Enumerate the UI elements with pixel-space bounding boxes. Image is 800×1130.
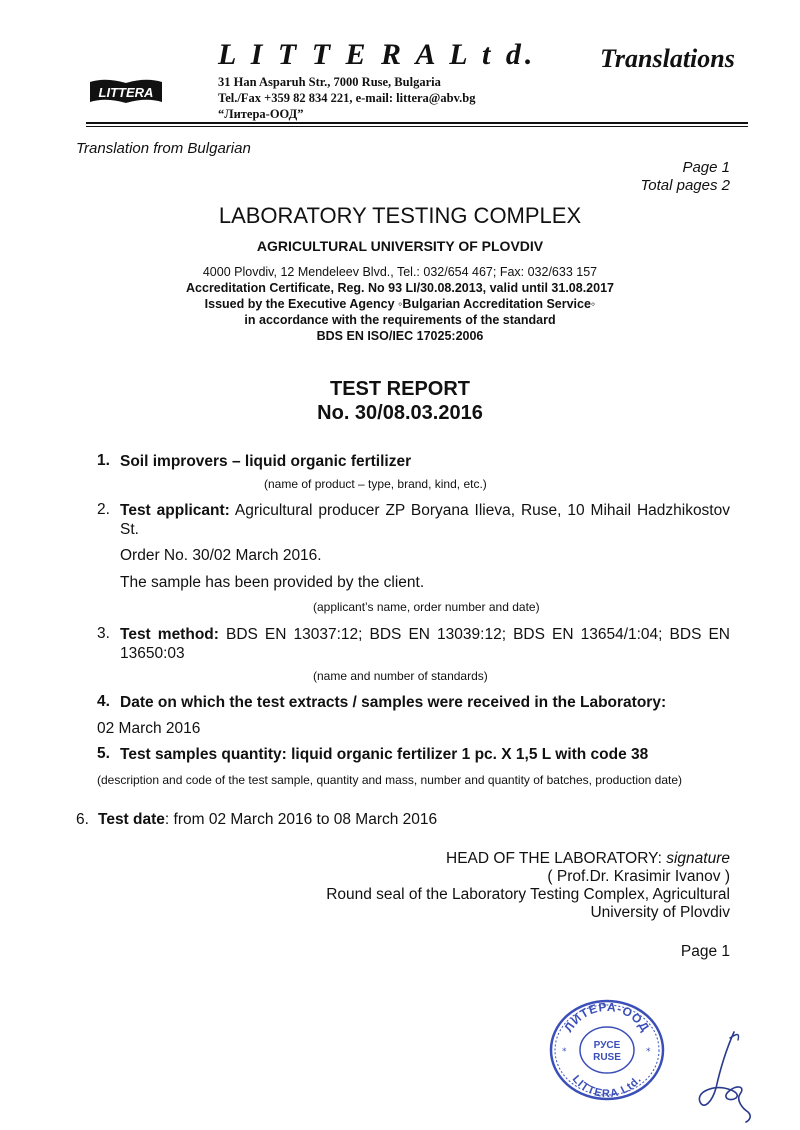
book-logo-icon xyxy=(86,78,166,104)
signature-note: signature xyxy=(666,850,730,867)
stamp-center-top: РУСЕ xyxy=(593,1040,621,1051)
item-1-caption: (name of product – type, brand, kind, etc.) xyxy=(264,477,487,491)
item-1-number: 1. xyxy=(97,452,110,469)
signatory-name: ( Prof.Dr. Krasimir Ivanov ) xyxy=(547,868,730,885)
item-4-number: 4. xyxy=(97,693,110,710)
lab-accreditation: Accreditation Certificate, Reg. No 93 LI/30.08.2013, valid until 31.08.2017 xyxy=(186,281,614,295)
item-2-text xyxy=(120,501,730,539)
lab-standard: BDS EN ISO/IEC 17025:2006 xyxy=(316,329,484,343)
header-rule xyxy=(86,122,748,124)
stamp-bottom-text: LITTERA Ltd. xyxy=(569,1073,645,1101)
company-name-bg: “Литера-ООД” xyxy=(218,107,304,121)
item-2-caption: (applicant’s name, order number and date) xyxy=(313,600,540,614)
report-number: No. 30/08.03.2016 xyxy=(317,402,483,424)
stamp-center-bottom: RUSE xyxy=(593,1052,621,1063)
item-2-label: Test applicant: xyxy=(120,502,230,519)
item-3-label: Test method: xyxy=(120,626,219,643)
svg-text:LITTERA Ltd. xyxy=(570,1073,645,1100)
item-2-number: 2. xyxy=(97,501,110,518)
item-6-value: : from 02 March 2016 to 08 March 2016 xyxy=(164,811,438,828)
logo-text: LITTERA xyxy=(98,85,154,100)
lab-title: LABORATORY TESTING COMPLEX xyxy=(218,203,582,228)
item-4-text: Date on which the test extracts / samples were received in the Laboratory: xyxy=(120,694,667,711)
company-contact: Tel./Fax +359 82 834 221, e-mail: littera@abv.bg xyxy=(218,91,476,105)
company-address: 31 Han Asparuh Str., 7000 Ruse, Bulgaria xyxy=(218,75,441,89)
item-2-sample: The sample has been provided by the client. xyxy=(120,574,425,591)
lab-issued-by: Issued by the Executive Agency ◦Bulgarian Accreditation Service◦ xyxy=(204,297,596,311)
lab-university: AGRICULTURAL UNIVERSITY OF PLOVDIV xyxy=(256,238,544,254)
item-2-value: Agricultural producer ZP Boryana Ilieva, Ruse, 10 Mihail Hadzhikostov St. xyxy=(120,502,730,538)
item-4-value: 02 March 2016 xyxy=(97,720,201,737)
translation-note: Translation from Bulgarian xyxy=(76,140,251,157)
littera-logo xyxy=(86,78,166,104)
item-5-caption: (description and code of the test sample, quantity and mass, number and quantity of batches, production date) xyxy=(97,773,683,787)
head-label: HEAD OF THE LABORATORY: xyxy=(446,850,667,867)
stamp-top-text: ЛИТЕРА-ООД xyxy=(561,999,653,1035)
seal-note-line2: University of Plovdiv xyxy=(590,904,730,921)
total-pages: Total pages 2 xyxy=(640,177,730,194)
round-stamp-icon xyxy=(548,998,666,1102)
lab-address: 4000 Plovdiv, 12 Mendeleev Blvd., Tel.: 032/654 467; Fax: 032/633 157 xyxy=(202,265,598,279)
item-5-text: Test samples quantity: liquid organic fertilizer 1 pc. X 1,5 L with code 38 xyxy=(120,746,649,763)
footer-page-number: Page 1 xyxy=(680,943,730,960)
svg-text:*: * xyxy=(562,1047,567,1057)
lab-accordance: in accordance with the requirements of the standard xyxy=(244,313,556,327)
item-6-text xyxy=(98,811,437,829)
item-3-value: BDS EN 13037:12; BDS EN 13039:12; BDS EN 13654/1:04; BDS EN 13650:03 xyxy=(120,626,731,662)
header-rule-thin xyxy=(86,126,748,127)
item-6-number: 6. xyxy=(76,811,89,828)
service-label: Translations xyxy=(600,44,735,73)
signature-head xyxy=(446,850,730,868)
item-3-text xyxy=(120,625,730,663)
svg-text:*: * xyxy=(646,1047,651,1057)
company-name: L I T T E R A L t d. xyxy=(218,38,537,71)
item-6-label: Test date xyxy=(98,811,165,828)
item-3-caption: (name and number of standards) xyxy=(313,669,488,683)
page-number: Page 1 xyxy=(682,159,730,176)
item-1-text: Soil improvers – liquid organic fertilizer xyxy=(120,453,412,470)
handwritten-signature-icon xyxy=(690,1028,760,1123)
item-2-order: Order No. 30/02 March 2016. xyxy=(120,547,322,564)
seal-note-line1: Round seal of the Laboratory Testing Complex, Agricultural xyxy=(326,886,730,903)
item-5-number: 5. xyxy=(97,745,110,762)
report-title: TEST REPORT xyxy=(329,378,470,400)
item-3-number: 3. xyxy=(97,625,110,642)
